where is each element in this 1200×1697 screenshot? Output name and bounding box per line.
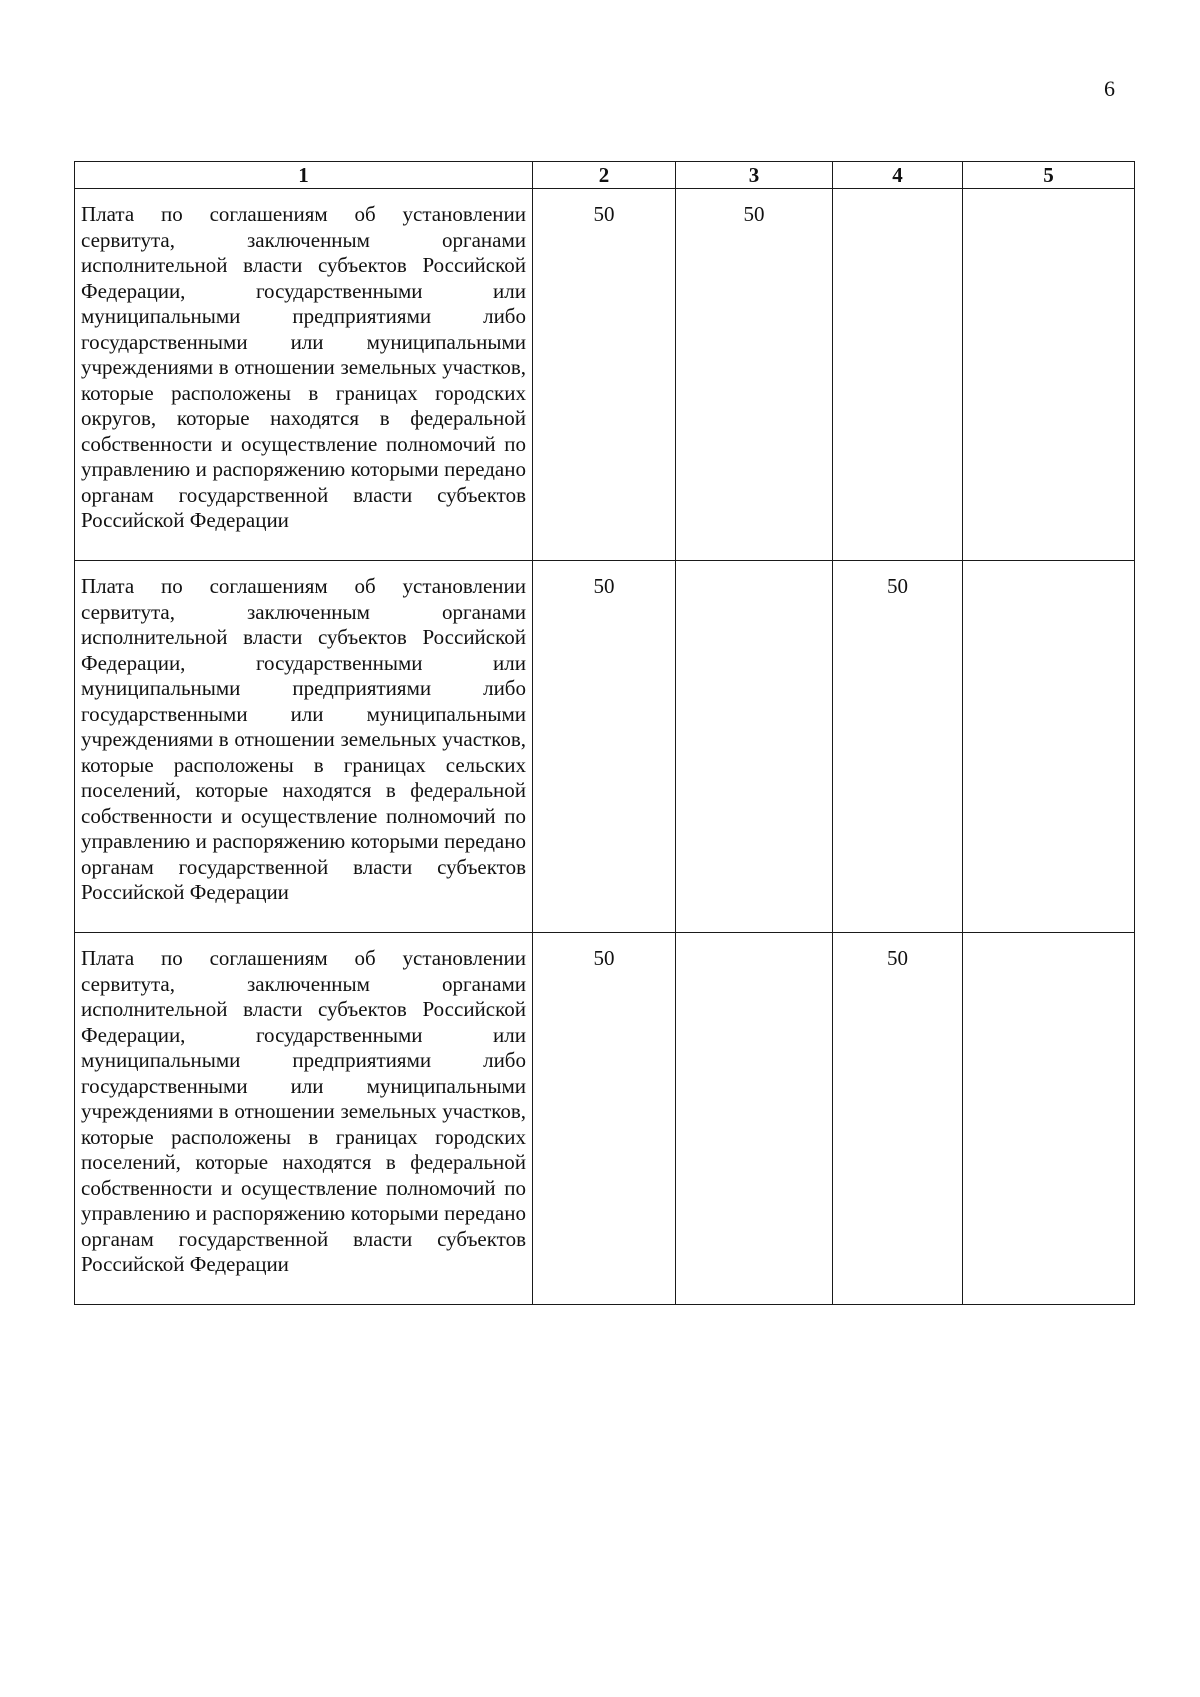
table-row: [75, 561, 1135, 933]
table-row: [75, 933, 1135, 1305]
row-col2-value: 50: [533, 933, 676, 1305]
row-description: Плата по соглашениям об установлении сервитута, заключенным органами исполнительной власти субъектов Российской Федерации, государственными или муниципальными предприятиями либо государственными или муниципальными учреждениями в отношении земельных участков, которые расположены в границах сельских поселений, которые находятся в федеральной собственности и осуществление полномочий по управлению и распоряжению которыми передано органам государственной власти субъектов Российской Федерации: [81, 574, 526, 904]
table-row: [75, 189, 1135, 561]
row-description: Плата по соглашениям об установлении сервитута, заключенным органами исполнительной власти субъектов Российской Федерации, государственными или муниципальными предприятиями либо государственными или муниципальными учреждениями в отношении земельных участков, которые расположены в границах городских округов, которые находятся в федеральной собственности и осуществление полномочий по управлению и распоряжению которыми передано органам государственной власти субъектов Российской Федерации: [81, 202, 526, 532]
row-col2-value: 50: [533, 561, 676, 933]
row-col4-value: 50: [833, 561, 963, 933]
row-col3-value: [676, 561, 833, 933]
page-number: 6: [1104, 76, 1115, 101]
table-header-row: [75, 162, 1135, 189]
row-description-cell: [75, 189, 533, 561]
column-header-2: 2: [533, 162, 676, 189]
row-col5-value: [963, 933, 1135, 1305]
row-col3-value: [676, 933, 833, 1305]
row-description-cell: [75, 561, 533, 933]
row-col5-value: [963, 561, 1135, 933]
row-col4-value: [833, 189, 963, 561]
revenue-distribution-table: [74, 161, 1135, 1305]
column-header-4: 4: [833, 162, 963, 189]
row-col3-value: 50: [676, 189, 833, 561]
row-description-cell: [75, 933, 533, 1305]
column-header-1: 1: [75, 162, 533, 189]
row-col4-value: 50: [833, 933, 963, 1305]
row-col5-value: [963, 189, 1135, 561]
row-col2-value: 50: [533, 189, 676, 561]
column-header-3: 3: [676, 162, 833, 189]
column-header-5: 5: [963, 162, 1135, 189]
row-description: Плата по соглашениям об установлении сервитута, заключенным органами исполнительной власти субъектов Российской Федерации, государственными или муниципальными предприятиями либо государственными или муниципальными учреждениями в отношении земельных участков, которые расположены в границах городских поселений, которые находятся в федеральной собственности и осуществление полномочий по управлению и распоряжению которыми передано органам государственной власти субъектов Российской Федерации: [81, 946, 526, 1276]
